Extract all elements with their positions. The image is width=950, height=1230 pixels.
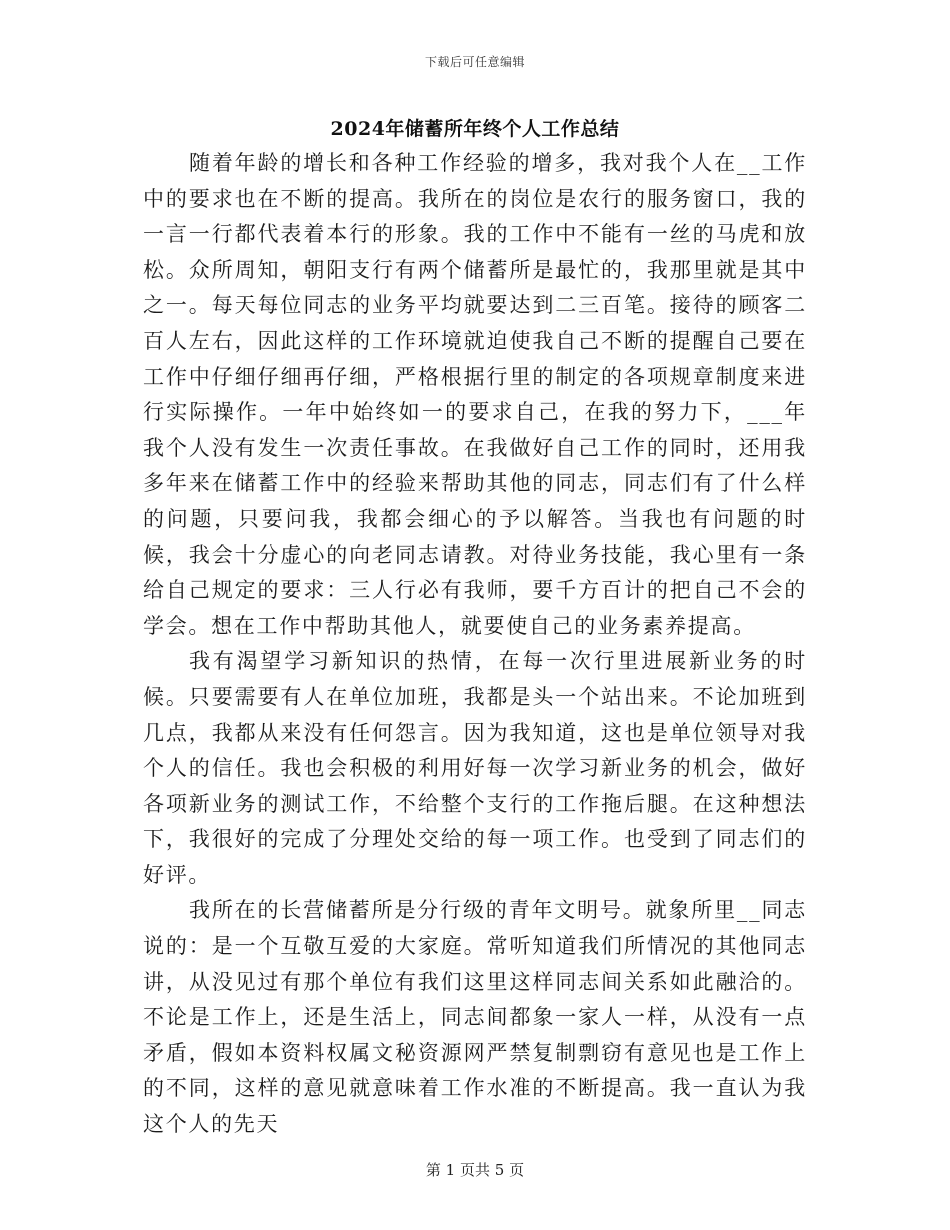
paragraph: 随着年龄的增长和各种工作经验的增多，我对我个人在__工作中的要求也在不断的提高。我所在的岗位是农行的服务窗口，我的一言一行都代表着本行的形象。我的工作中不能有一丝的马虎和放松。众所周知，朝阳支行有两个储蓄所是最忙的，我那里就是其中之一。每天每位同志的业务平均就要达到二三百笔。接待的顾客二百人左右，因此这样的工作环境就迫使我自己不断的提醒自己要在工作中仔细仔细再仔细，严格根据行里的制定的各项规章制度来进行实际操作。一年中始终如一的要求自己，在我的努力下，___年我个人没有发生一次责任事故。在我做好自己工作的同时，还用我多年来在储蓄工作中的经验来帮助其他的同志，同志们有了什么样的问题，只要问我，我都会细心的予以解答。当我也有问题的时候，我会十分虚心的向老同志请教。对待业务技能，我心里有一条给自己规定的要求：三人行必有我师，要千方百计的把自己不会的学会。想在工作中帮助其他人，就要使自己的业务素养提高。 bbox=[143, 151, 807, 638]
header-note: 下载后可任意编辑 bbox=[424, 55, 525, 69]
document-title: 2024年储蓄所年终个人工作总结 bbox=[330, 118, 620, 140]
page-number-footer: 第 1 页共 5 页 bbox=[425, 1161, 525, 1179]
paragraph: 我所在的长营储蓄所是分行级的青年文明号。就象所里__同志说的：是一个互敬互爱的大家庭。常听知道我们所情况的其他同志讲，从没见过有那个单位有我们这里这样同志间关系如此融洽的。不论是工作上，还是生活上，同志间都象一家人一样，从没有一点矛盾，假如本资料权属文秘资源网严禁复制剽窃有意见也是工作上的不同，这样的意见就意味着工作水准的不断提高。我一直认为我这个人的先天 bbox=[143, 898, 807, 1137]
document-body bbox=[143, 146, 807, 1143]
paragraph: 我有渴望学习新知识的热情，在每一次行里进展新业务的时候。只要需要有人在单位加班，我都是头一个站出来。不论加班到几点，我都从来没有任何怨言。因为我知道，这也是单位领导对我个人的信任。我也会积极的利用好每一次学习新业务的机会，做好各项新业务的测试工作，不给整个支行的工作拖后腿。在这种想法下，我很好的完成了分理处交给的每一项工作。也受到了同志们的好评。 bbox=[143, 649, 807, 887]
